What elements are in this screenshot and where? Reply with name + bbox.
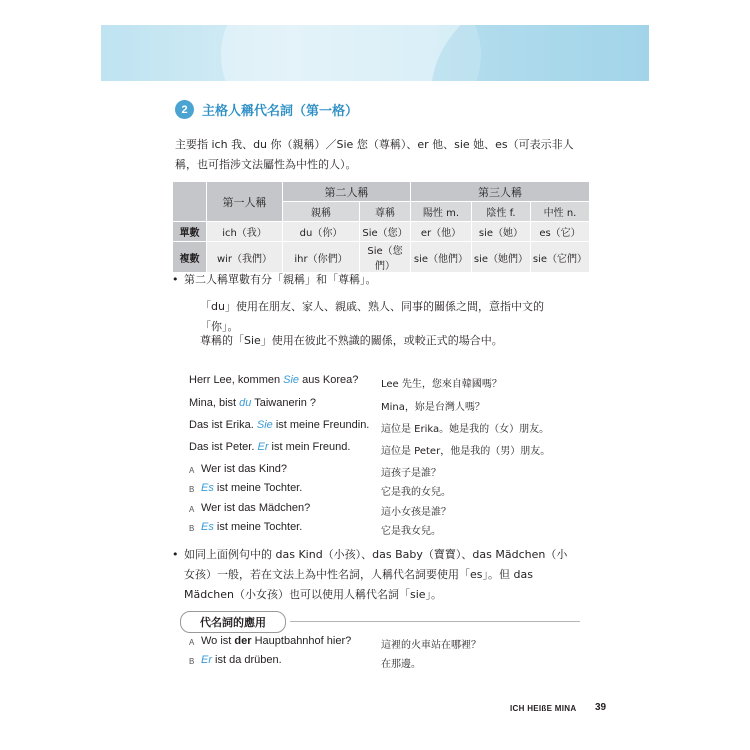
dialog-line: Wer ist das Mädchen?	[201, 502, 311, 514]
bullet-text: 如同上面例句中的 das Kind（小孩）、das Baby（寶寶）、das Mädchen（小	[184, 548, 568, 561]
usage-line	[201, 654, 282, 666]
table-cell: sie（它們）	[531, 242, 590, 273]
usage-highlight: Er	[201, 654, 212, 666]
usage-line	[201, 635, 351, 647]
example-text: Herr Lee, kommen	[189, 374, 284, 386]
section-title	[175, 100, 358, 119]
dialog-text: ist meine Tochter.	[213, 482, 303, 494]
example-text: Das ist Peter.	[189, 441, 258, 453]
table-cell: wir（我們）	[207, 242, 283, 273]
header-decoration-circle	[431, 25, 649, 81]
usage-divider	[290, 621, 580, 622]
example-sentence	[189, 419, 369, 431]
table-cell: ich（我）	[207, 222, 283, 242]
subheader-informal: 親稱	[283, 202, 360, 222]
bullet-text: 第二人稱單數有分「親稱」和「尊稱」。	[184, 273, 377, 286]
usage-bold: der	[234, 635, 252, 647]
subheader-neuter: 中性 n.	[531, 202, 590, 222]
intro-paragraph	[175, 135, 580, 175]
example-highlight: Sie	[283, 374, 300, 386]
dialog-line	[201, 521, 302, 533]
speaker-b-label: B	[189, 524, 195, 533]
running-footer-title: ICH HEIßE MINA	[510, 704, 577, 713]
header-second-person: 第二人稱	[283, 182, 411, 202]
dialog-translation: 它是我的女兒。	[381, 487, 451, 498]
example-text: ist meine Freundin.	[272, 419, 370, 431]
example-translation: Lee 先生，您來自韓國嗎？	[381, 379, 502, 390]
table-cell: es（它）	[531, 222, 590, 242]
speaker-b-label: B	[189, 485, 195, 494]
subnote-line: 「du」使用在朋友、家人、親戚、熟人、同事的關係之間，意指中文的	[200, 300, 544, 313]
dialog-line: Wer ist das Kind?	[201, 463, 288, 475]
page-number: 39	[595, 702, 607, 713]
table-row	[173, 222, 590, 242]
example-text: Taiwanerin ?	[251, 397, 317, 409]
bullet-dot: •	[172, 548, 179, 561]
example-text: Das ist Erika.	[189, 419, 257, 431]
usage-text: Hauptbahnhof hier?	[251, 635, 352, 647]
example-highlight: Er	[257, 441, 269, 453]
speaker-a-label: A	[189, 466, 195, 475]
header-third-person: 第三人稱	[411, 182, 590, 202]
table-cell: sie（他們）	[411, 242, 472, 273]
row-label-plural: 複數	[173, 242, 207, 273]
table-cell: er（他）	[411, 222, 472, 242]
usage-text: Wo ist	[201, 635, 235, 647]
usage-translation: 在那邊。	[381, 659, 421, 670]
usage-translation: 這裡的火車站在哪裡？	[381, 640, 481, 651]
bullet-subnote-sie	[200, 331, 580, 351]
speaker-b-label: B	[189, 657, 195, 666]
section-number-badge: 2	[175, 100, 194, 119]
dialog-translation: 這孩子是誰？	[381, 468, 441, 479]
subnote-line: 「你」。	[200, 320, 239, 333]
dialog-highlight: Es	[201, 482, 214, 494]
example-translation: 這位是 Erika。她是我的（女）朋友。	[381, 424, 550, 435]
dialog-text: ist meine Tochter.	[213, 521, 303, 533]
header-first-person: 第一人稱	[207, 182, 283, 222]
table-corner	[173, 182, 207, 222]
speaker-a-label: A	[189, 505, 195, 514]
example-text: Mina, bist	[189, 397, 240, 409]
table-cell: sie（她）	[472, 222, 531, 242]
intro-line: 主要指 ich 我、du 你（親稱）／Sie 您（尊稱）、er 他、sie 她、es（可表示非人	[175, 138, 574, 151]
table-cell: Sie（您）	[360, 222, 411, 242]
table-cell: sie（她們）	[472, 242, 531, 273]
table-row	[173, 242, 590, 273]
table-cell: ihr（你們）	[283, 242, 360, 273]
dialog-translation: 它是我女兒。	[381, 526, 441, 537]
example-text: aus Korea?	[299, 374, 359, 386]
example-highlight: Sie	[256, 419, 273, 431]
bullet-line	[172, 545, 582, 565]
row-label-singular: 單數	[173, 222, 207, 242]
example-sentence	[189, 441, 350, 453]
usage-text: ist da drüben.	[212, 654, 282, 666]
example-text: ist mein Freund.	[268, 441, 351, 453]
bullet-line: Mädchen（小女孩）也可以使用人稱代名詞「sie」。	[184, 588, 443, 601]
example-translation: 這位是 Peter，他是我的（男）朋友。	[381, 446, 551, 457]
example-sentence	[189, 397, 316, 409]
dialog-translation: 這小女孩是誰？	[381, 507, 451, 518]
pronoun-table	[172, 181, 590, 273]
bullet-note-neuter	[172, 545, 582, 605]
usage-label: 代名詞的應用	[180, 611, 286, 633]
header-band	[101, 25, 649, 81]
subnote-line: 尊稱的「Sie」使用在彼此不熟識的關係，或較正式的場合中。	[200, 334, 503, 347]
dialog-line	[201, 482, 302, 494]
intro-line: 稱，也可指涉文法屬性為中性的人）。	[175, 158, 357, 171]
table-cell: Sie（您們）	[360, 242, 411, 273]
table-cell: du（你）	[283, 222, 360, 242]
section-title-text: 主格人稱代名詞（第一格）	[202, 104, 359, 119]
subheader-feminine: 陰性 f.	[472, 202, 531, 222]
bullet-line: 女孩）一般，若在文法上為中性名詞，人稱代名詞要使用「es」。但 das	[184, 568, 533, 581]
bullet-note-second-person	[172, 270, 377, 290]
example-sentence	[189, 374, 358, 386]
subheader-masculine: 陽性 m.	[411, 202, 472, 222]
speaker-a-label: A	[189, 638, 195, 647]
subheader-formal: 尊稱	[360, 202, 411, 222]
dialog-highlight: Es	[201, 521, 214, 533]
bullet-dot: •	[172, 273, 179, 286]
example-highlight: du	[239, 397, 252, 409]
example-translation: Mina，妳是台灣人嗎？	[381, 402, 485, 413]
